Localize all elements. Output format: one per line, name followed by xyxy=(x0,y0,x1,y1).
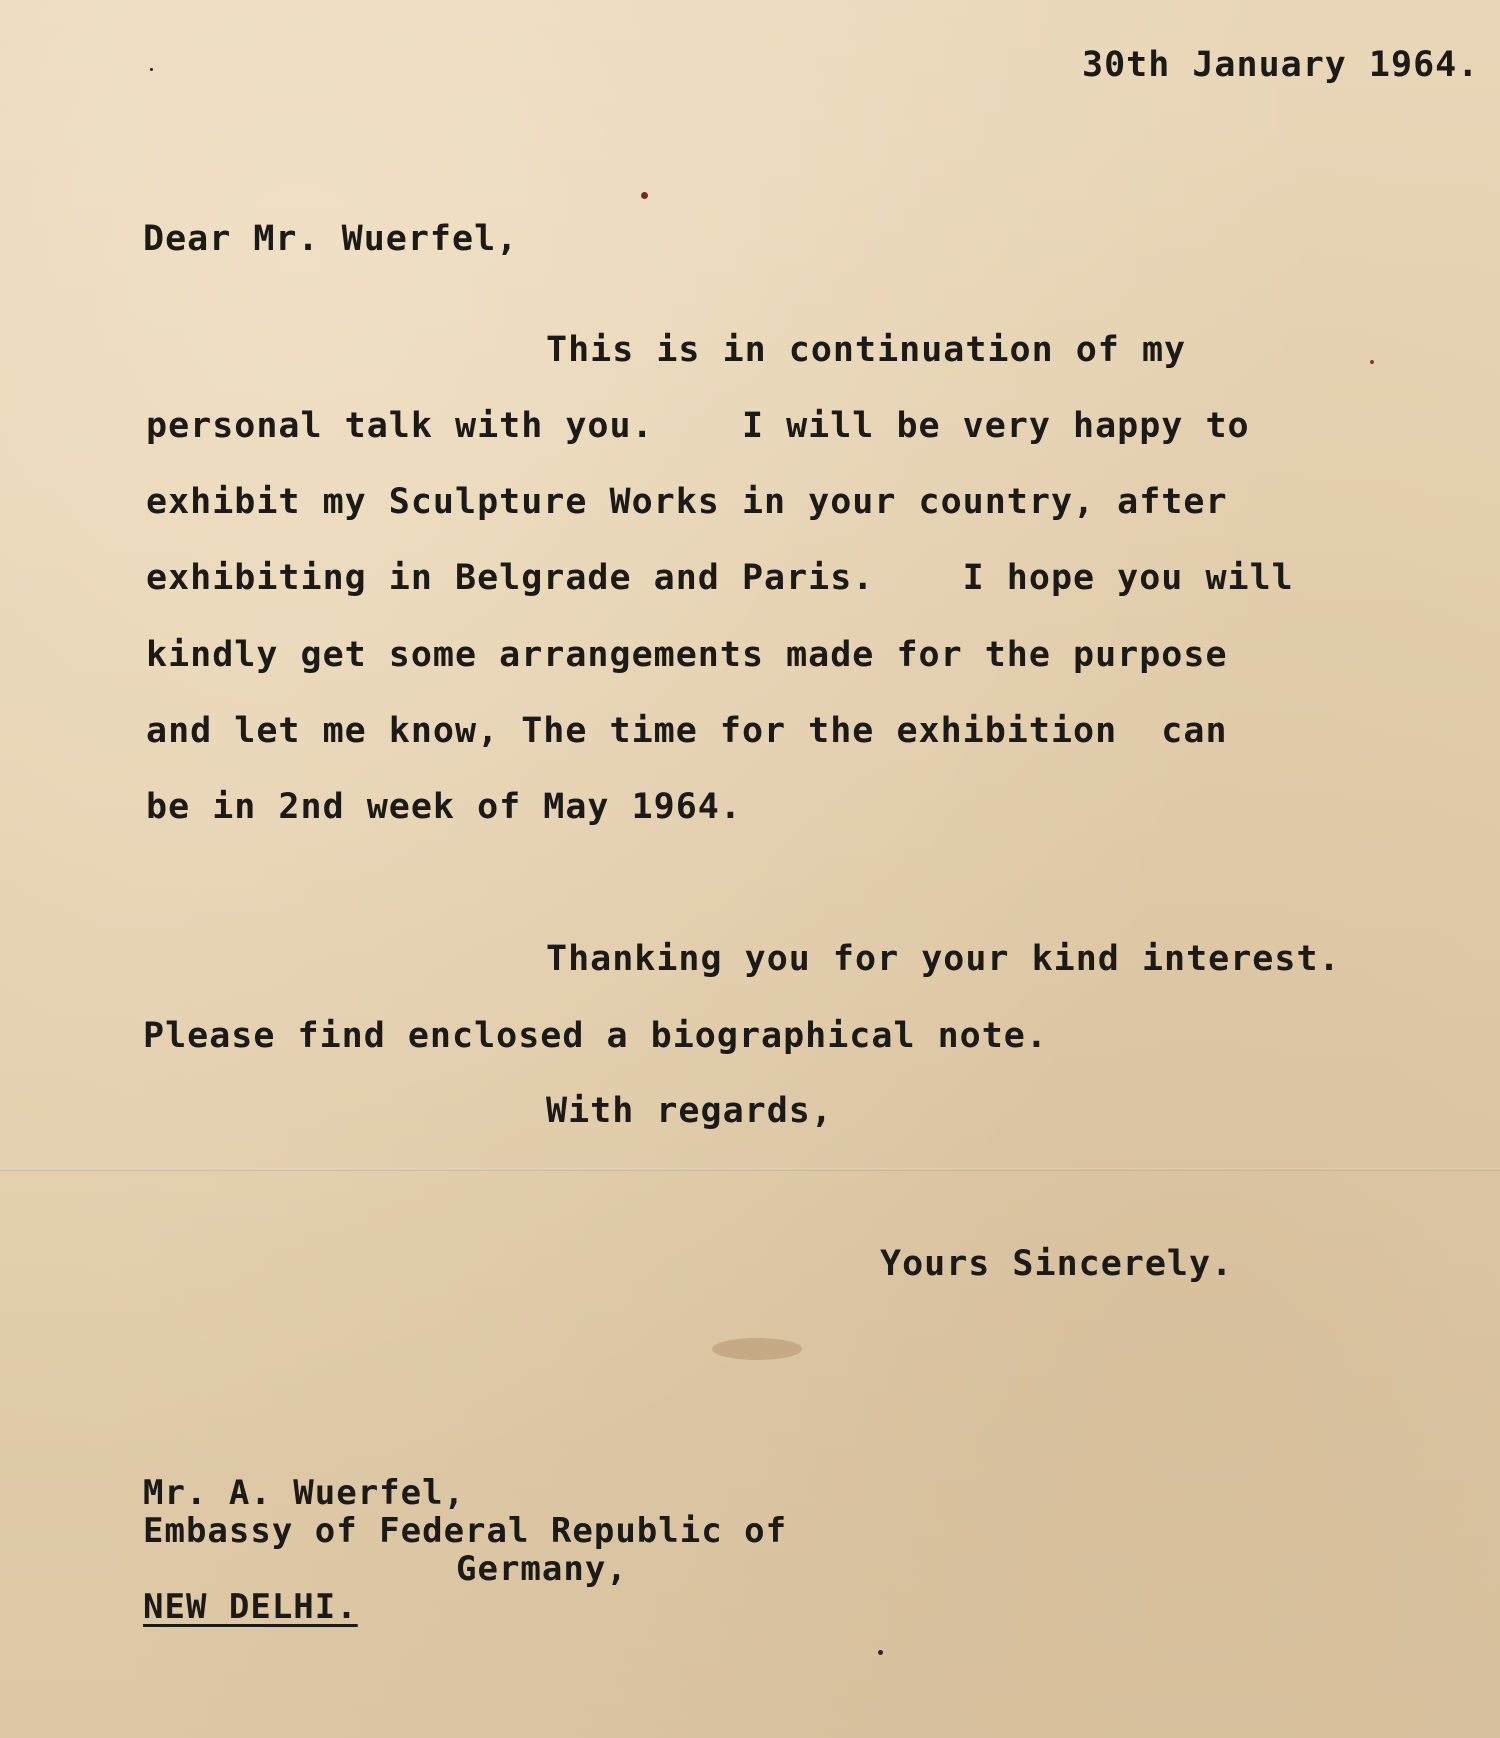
ink-speck xyxy=(878,1650,883,1655)
letter-date: 30th January 1964. xyxy=(1082,45,1480,85)
thanks-line: Thanking you for your kind interest. xyxy=(546,939,1341,979)
closing-line: Yours Sincerely. xyxy=(880,1244,1234,1284)
ink-speck xyxy=(641,192,648,199)
stain-smudge xyxy=(712,1338,802,1360)
address-city: NEW DELHI. xyxy=(143,1587,358,1627)
body-line-7: be in 2nd week of May 1964. xyxy=(146,787,742,827)
paper-fold-crease xyxy=(0,1168,1500,1171)
body-line-1: This is in continuation of my xyxy=(546,330,1187,370)
regards-line: With regards, xyxy=(546,1091,833,1131)
ink-speck xyxy=(150,68,153,71)
enclosure-line: Please find enclosed a biographical note. xyxy=(143,1016,1048,1056)
body-line-5: kindly get some arrangements made for the purpose xyxy=(146,635,1228,675)
body-line-6: and let me know, The time for the exhibition can xyxy=(146,711,1228,751)
body-line-4: exhibiting in Belgrade and Paris. I hope you will xyxy=(146,558,1294,598)
address-line-2: Germany, xyxy=(456,1549,628,1589)
address-name: Mr. A. Wuerfel, xyxy=(143,1473,466,1513)
ink-speck xyxy=(1370,360,1374,364)
letter-salutation: Dear Mr. Wuerfel, xyxy=(143,219,519,259)
body-line-2: personal talk with you. I will be very happy to xyxy=(146,406,1250,446)
body-line-3: exhibit my Sculpture Works in your country, after xyxy=(146,482,1228,522)
address-line-1: Embassy of Federal Republic of xyxy=(143,1511,788,1551)
